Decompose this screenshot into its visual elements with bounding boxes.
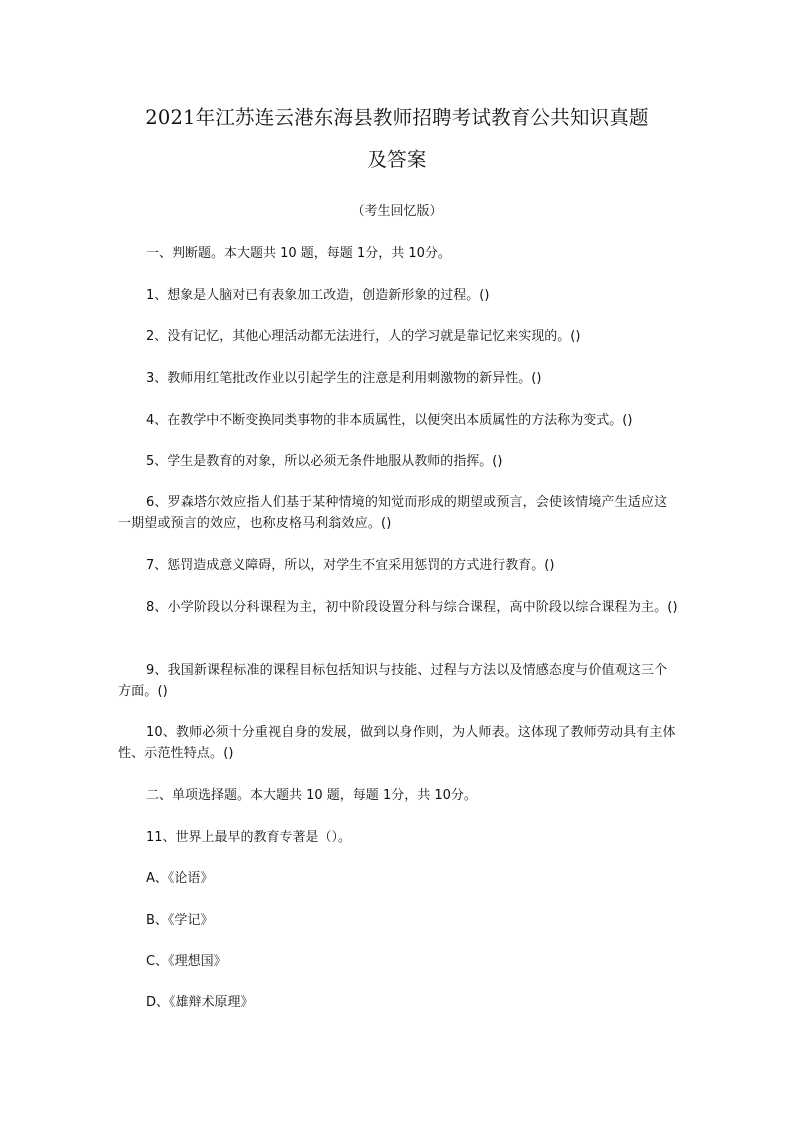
question-6: 6、罗森塔尔效应指人们基于某种情境的知觉而形成的期望或预言，会使该情境产生适应这一期望或预言的效应，也称皮格马利翁效应。() [118,495,668,531]
question-1: 1、想象是人脑对已有表象加工改造，创造新形象的过程。() [146,288,490,303]
section-heading-true-false: 一、判断题。本大题共 10 题，每题 1分，共 10分。 [146,246,451,261]
document-title-line2: 及答案 [367,148,427,171]
question-10: 10、教师必须十分重视自身的发展，做到以身作则，为人师表。这体现了教师劳动具有主体性、示范性特点。() [118,725,676,761]
document-subtitle: （考生回忆版） [351,204,443,219]
question-2: 2、没有记忆，其他心理活动都无法进行，人的学习就是靠记忆来实现的。() [146,329,581,344]
question-11-stem: 11、世界上最早的教育专著是（）。 [146,830,352,845]
question-11-option-a: A、《论语》 [146,871,214,886]
question-11-option-c: C、《理想国》 [146,954,227,969]
question-11-option-b: B、《学记》 [146,913,214,928]
question-11-option-d: D、《雄辩术原理》 [146,995,254,1010]
section-heading-single-choice: 二、单项选择题。本大题共 10 题，每题 1分，共 10分。 [146,788,477,803]
question-3: 3、教师用红笔批改作业以引起学生的注意是利用刺激物的新异性。() [146,371,542,386]
question-5: 5、学生是教育的对象，所以必须无条件地服从教师的指挥。() [146,454,503,469]
question-9: 9、我国新课程标准的课程目标包括知识与技能、过程与方法以及情感态度与价值观这三个方面。() [118,663,668,699]
question-8: 8、小学阶段以分科课程为主，初中阶段设置分科与综合课程，高中阶段以综合课程为主。() [146,600,678,615]
question-7: 7、惩罚造成意义障碍，所以，对学生不宜采用惩罚的方式进行教育。() [146,558,555,573]
question-4: 4、在教学中不断变换同类事物的非本质属性，以便突出本质属性的方法称为变式。() [146,413,633,428]
document-title-line1: 2021年江苏连云港东海县教师招聘考试教育公共知识真题 [145,106,649,129]
